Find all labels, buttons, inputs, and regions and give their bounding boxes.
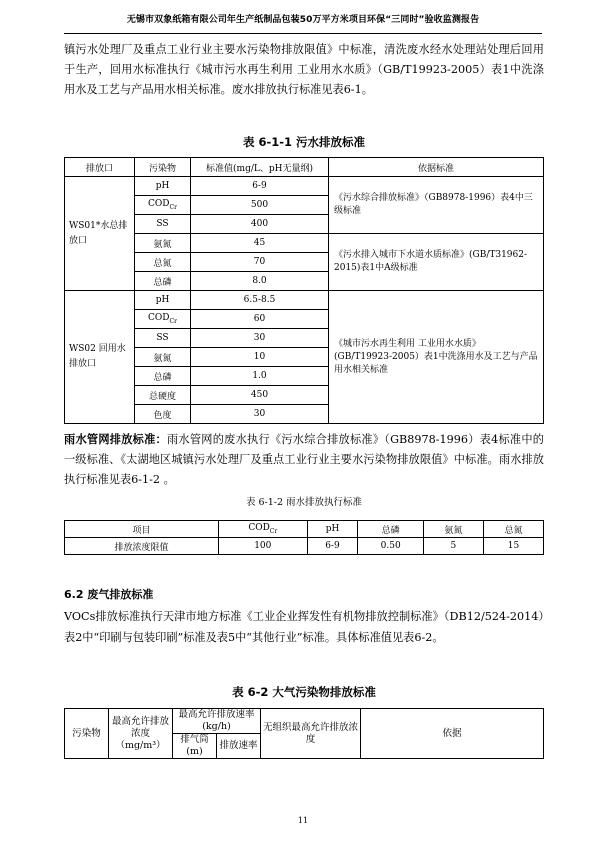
value-cell: 100 <box>219 538 308 555</box>
pollutant-cell: 总硬度 <box>135 386 191 405</box>
basis-standard-a: 《污水综合排放标准》（GB8978-1996）表4中三级标准 <box>329 177 544 234</box>
value-cell: 10 <box>191 348 329 367</box>
value-cell: 6-9 <box>307 538 358 555</box>
pollutant-cell: 氨氮 <box>135 348 191 367</box>
rain-paragraph <box>64 430 544 490</box>
value-cell: 45 <box>191 234 329 253</box>
basis-standard-c: 《城市污水再生利用 工业用水水质》(GB/T19923-2005）表1中洗涤用水及工艺与产品用水相关标准 <box>329 291 544 424</box>
value-cell: 30 <box>191 405 329 424</box>
wastewater-standard-table <box>64 157 544 424</box>
row-label: 排放浓度限值 <box>65 538 219 555</box>
value-cell: 8.0 <box>191 272 329 291</box>
col-item: 项目 <box>65 521 219 538</box>
outlet-ws01: WS01*水总排放口 <box>65 177 135 291</box>
table-6-1-1-caption: 表 6-1-1 污水排放标准 <box>242 135 366 149</box>
col-cod: $COD_{Cr}$ <box>219 521 308 538</box>
basis-standard-b: 《污水排入城市下水道水质标准》(GB/T31962-2015)表1中A级标准 <box>329 234 544 291</box>
table-header-row <box>65 158 544 177</box>
report-header: 无锡市双象纸箱有限公司年生产纸制品包装50万平方米项目环保“三同时”验收监测报告 <box>126 15 480 25</box>
col-basis: 依据标准 <box>329 158 544 177</box>
value-cell: 70 <box>191 253 329 272</box>
pollutant-cell: $COD_{Cr}$ <box>135 196 191 215</box>
pollutant-cell: 总氮 <box>135 253 191 272</box>
col-outlet: 排放口 <box>65 158 135 177</box>
pollutant-cell: pH <box>135 291 191 310</box>
table-row <box>65 234 544 253</box>
col-stack-height: 排气筒(m) <box>173 734 217 759</box>
section-6-2-paragraph: VOCs排放标准执行天津市地方标准《工业企业挥发性有机物排放控制标准》（DB12/524-2014）表2中“印刷与包装印刷”标准及表5中“其他行业”标准。具体标准值见表6-2。 <box>64 610 544 644</box>
header-rule <box>64 33 542 34</box>
air-pollutant-table <box>64 708 544 759</box>
pollutant-cell: SS <box>135 215 191 234</box>
outlet-ws02: WS02 回用水排放口 <box>65 291 135 424</box>
table-row <box>65 291 544 310</box>
intro-paragraph: 镇污水处理厂及重点工业行业主要水污染物排放限值》中标准，清洗废水经水处理站处理后回用于生产，回用水标准执行《城市污水再生利用 工业用水水质》（GB/T19923-2005）表1中洗涤用水及工艺与产品用水相关标准。废水排放执行标准见表6-1。 <box>64 43 544 96</box>
pollutant-cell: SS <box>135 329 191 348</box>
col-pollutant: 污染物 <box>65 709 109 759</box>
section-6-2-title: 6.2 废气排放标准 <box>64 588 154 601</box>
value-cell: 450 <box>191 386 329 405</box>
value-cell: 15 <box>483 538 543 555</box>
col-nh3n: 氨氮 <box>423 521 483 538</box>
table-6-1-2-caption: 表 6-1-2 雨水排放执行标准 <box>245 497 363 508</box>
table-row <box>65 177 544 196</box>
col-emission-rate: 排放速率 <box>217 734 261 759</box>
table-6-2-caption: 表 6-2 大气污染物排放标准 <box>232 685 376 699</box>
rain-lead: 雨水管网排放标准： <box>64 433 167 446</box>
value-cell: 60 <box>191 310 329 329</box>
pollutant-cell: 氨氮 <box>135 234 191 253</box>
value-cell: 1.0 <box>191 367 329 386</box>
value-cell: 6-9 <box>191 177 329 196</box>
value-cell: 5 <box>423 538 483 555</box>
col-unorganized: 无组织最高允许排放浓度 <box>261 709 361 759</box>
col-ph: pH <box>307 521 358 538</box>
pollutant-cell: 总磷 <box>135 272 191 291</box>
col-max-rate: 最高允许排放速率(kg/h) <box>173 709 261 734</box>
table-header-row <box>65 521 544 538</box>
pollutant-cell: 色度 <box>135 405 191 424</box>
pollutant-cell: $COD_{Cr}$ <box>135 310 191 329</box>
col-pollutant: 污染物 <box>135 158 191 177</box>
value-cell: 500 <box>191 196 329 215</box>
page-number: 11 <box>297 816 309 825</box>
rain-body: 雨水管网的废水执行《污水综合排放标准》（GB8978-1996）表4标准中的一级标准、《太湖地区城镇污水处理厂及重点工业行业主要水污染物排放限值》中标准。雨水排放执行标准见表6-1-2 。 <box>64 433 544 486</box>
value-cell: 0.50 <box>358 538 423 555</box>
col-basis: 依据 <box>361 709 544 759</box>
col-max-concentration: 最高允许排放浓度（mg/m³） <box>109 709 173 759</box>
pollutant-cell: 总磷 <box>135 367 191 386</box>
col-tn: 总氮 <box>483 521 543 538</box>
value-cell: 400 <box>191 215 329 234</box>
value-cell: 6.5-8.5 <box>191 291 329 310</box>
col-tp: 总磷 <box>358 521 423 538</box>
table-header-row <box>65 709 544 734</box>
pollutant-cell: pH <box>135 177 191 196</box>
rainwater-standard-table <box>64 520 544 555</box>
value-cell: 30 <box>191 329 329 348</box>
table-row <box>65 538 544 555</box>
col-standard-value: 标准值(mg/L、pH无量纲) <box>191 158 329 177</box>
